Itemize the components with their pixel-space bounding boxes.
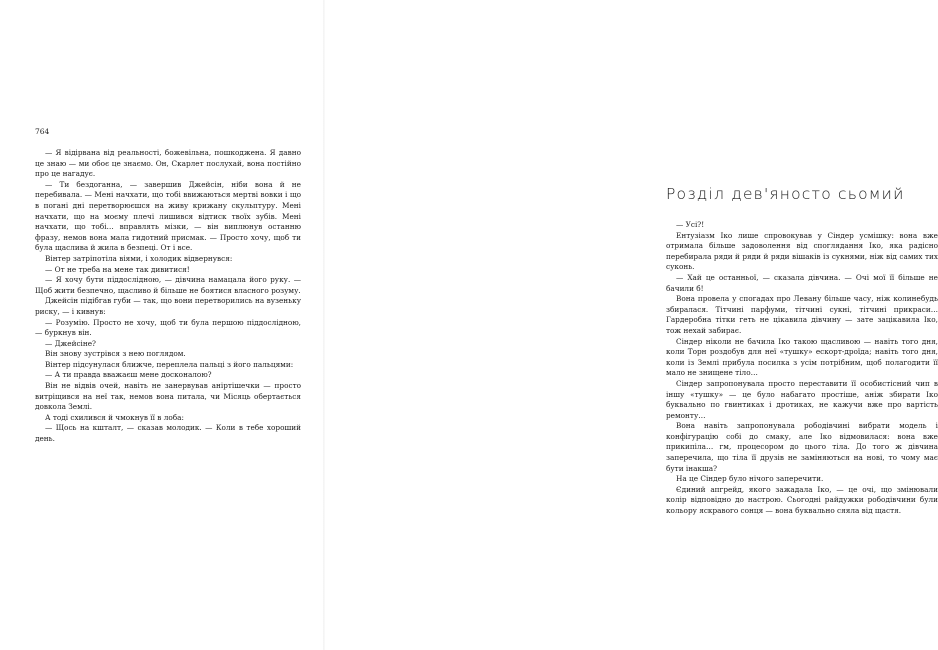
paragraph: Вона провела у спогадах про Левану більше часу, ніж колинебудь збиралася. Тітчині парфуми, тітчині сукні, тітчині прикраси… Гардеробна тітки геть не цікавила дівчину — зате зацікавила Іко, тож нехай забирає. — [666, 294, 938, 335]
paragraph: На це Сіндер було нічого заперечити. — [676, 474, 824, 484]
paragraph: Він знову зустрівся з нею поглядом. — [45, 349, 186, 359]
paragraph: — От не треба на мене так дивитися! — [45, 264, 190, 274]
paragraph: — Ти бездоганна, — завершив Джейсін, ніби вона й не перебивала. — Мені начхати, що тобі ввижаються мертві вовки і що в погані дні перетворюєшся на живу крижану скульптуру. Мені начхати, що на моєму плечі лишився відтиск твоїх зубів. Мені начхати, що тобі… вправлять мізки, — він виплюнув останню фразу, немов вона мала гидотний присмак. — Просто хочу, щоб ти була щаслива й жила в безпеці. От і все. — [35, 179, 301, 253]
paragraph: Вінтер затріпотіла віями, і холодик відвернувся: — [45, 253, 233, 263]
paragraph: — Усі?! — [676, 220, 705, 229]
paragraph: — Розумію. Просто не хочу, щоб ти була першою піддослідною, — буркнув він. — [35, 317, 301, 338]
paragraph: А тоді схилився й чмокнув її в лоба: — [45, 412, 184, 422]
paragraph: Єдиний апгрейд, якого зажадала Іко, — це очі, що змінювали колір відповідно до настрою. Сьогодні райдужки рободівчини були кольору яскравого сонця — вона буквально сяяла від щастя. — [666, 484, 938, 516]
right-page-text — [666, 220, 938, 517]
left-page — [0, 0, 325, 650]
left-page-text — [35, 148, 301, 445]
paragraph: Вона навіть запропонувала рободівчині вибрати модель і конфігурацію собі до смаку, але Іко відмовилася: вона вже прикипіла… гм, процесором до цього тіла. До того ж дівчина заперечила, що тіла її друзів не заміняються на нові, то чому має бути інакша? — [666, 421, 938, 473]
paragraph: Він не відвів очей, навіть не занервував аніртішечки — просто витріщився на неї так, немов вона питала, чи Місяць обертається довкола Землі. — [35, 381, 301, 412]
paragraph: Сіндер запропонувала просто переставити її особистісний чип в іншу «тушку» — це було набагато простіше, аніж збирати Іко буквально по гвинтиках і дротиках, не кажучи вже про вартість ремонту… — [666, 378, 938, 420]
chapter-title: Розділ дев'яносто сьомий — [666, 185, 905, 203]
paragraph: Вінтер підсунулася ближче, переплела пальці з його пальцями: — [45, 359, 294, 369]
right-page — [325, 0, 938, 650]
paragraph: Сіндер ніколи не бачила Іко такою щасливою — навіть того дня, коли Торн роздобув для неї «тушку» ескорт-дроїда; навіть того дня, коли із Землі прибула посилка з усім потрібним, щоб полагодити її мало не знищене тіло… — [666, 336, 938, 378]
page-number: 764 — [35, 127, 50, 136]
paragraph: — Хай це останньої, — сказала дівчина. — Очі мої її більше не бачили б! — [666, 272, 938, 293]
paragraph: — А ти правда вважаєш мене досконалою? — [45, 370, 212, 380]
paragraph: — Джейсіне? — [45, 338, 96, 348]
paragraph: — Щось на кшталт, — сказав молодик. — Коли в тебе хороший день. — [35, 423, 301, 444]
paragraph: Ентузіазм Іко лише спровокував у Сіндер усмішку: вона вже отримала більше задоволення від споглядання Іко, яка радісно перебирала ряди й ряди й ряди вішаків із сукнями, ніж від самих тих суконь. — [666, 230, 938, 272]
paragraph: — Я хочу бути піддослідною, — дівчина намацала його руку. — Щоб жити безпечно, щасливо й більше не боятися власного розуму. — [35, 275, 301, 295]
paragraph: Джейсін підібгав губи — так, що вони перетворились на вузеньку риску, — і кивнув: — [35, 296, 301, 316]
paragraph: — Я відірвана від реальності, божевільна, пошкоджена. Я давно це знаю — ми обоє це знаємо. Он, Скарлет послухай, вона постійно про це нагадує. — [35, 148, 301, 179]
